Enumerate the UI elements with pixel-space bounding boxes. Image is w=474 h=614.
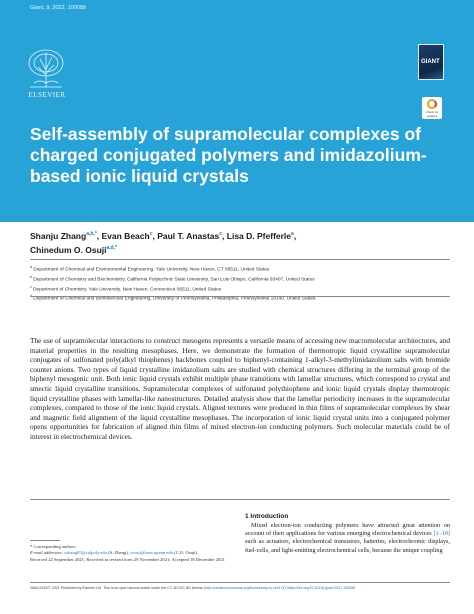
received-dates: Received 22 September 2021; Received in revised form 29 November 2021; Accepted 18 December 2021 (30, 556, 225, 562)
affiliation (30, 284, 450, 294)
doi-link[interactable]: https://doi.org/10.1016/j.giant.2021.100088 (286, 586, 356, 590)
divider (30, 296, 450, 297)
author-affiliation-marker[interactable]: a (291, 231, 294, 237)
author-list: Shanju Zhang$^{a,b,*}$, Evan Beach$^c$, Paul T. Anastas$^c$, Lisa D. Pfefferle$^a$, Chinedum O. Osuji$^{a,d,*}$ (30, 230, 297, 256)
author-name: Lisa D. Pfefferle (226, 230, 292, 241)
introduction-section (245, 513, 450, 555)
divider (30, 582, 450, 583)
affiliation-list (30, 264, 450, 303)
affiliation-text: Department of Chemical and Biomolecular Engineering, University of Pennsylvania, Philadelphia, Pennsylvania 19140, United States (33, 296, 316, 302)
email-link[interactable]: szhang05@calpoly.edu (64, 550, 107, 556)
affiliation (30, 274, 450, 284)
introduction-text (245, 522, 450, 555)
affiliation-marker: b (30, 274, 32, 279)
email-link[interactable]: cosuji@seas.upenn.edu (130, 550, 174, 556)
author-affiliation-marker[interactable]: c (219, 231, 223, 237)
intro-text-part: Mixed electron-ion conducting polymers have attracted great attention on account of their applications for various emerging electrochemical devices (245, 522, 450, 538)
author-affiliation-marker[interactable]: a,d,* (106, 245, 118, 252)
affiliation-marker: c (30, 284, 32, 289)
affiliation-text: Department of Chemical and Environmental Engineering, Yale University, New Haven, CT 06511, United States (33, 267, 270, 273)
affiliation-marker: a (30, 265, 32, 269)
abstract-text: The use of supramolecular interactions to construct mesogens represents a versatile means of accessing new macromolecular architectures, and material properties in the resulting mesophases. Here, we demonstrate the formation of thermotropic liquid crystalline supramolecular conjugates of sulfonated poly(alkyl thiophenes) backbones coupled to biphenyl-containing 1-alkyl-3-methylimidazolium salts with bromide counter anions. Two types of liquid crystalline imidazolium salts are studied with chemical structures differing in the terminal group of the biphenyl mesogenic unit. Both ionic liquid crystals exhibit multiple phase transitions with lamellar structures, which correspond to crystal and smectic liquid crystalline transitions. Supramolecular complexes of sulfonated polythiophene and ionic liquid crystals display thermotropic liquid crystalline phases with lamellar-like nanostructures. Detailed analysis show that the lamellar periodicity increases in the supramolecular complexes, compared to those of the ionic liquid crystals. Aligned textures were produced in thin films of supramolecular complexes by shear and magnetic field alignment of the liquid crystalline mesophases. The incorporation of ionic liquid crystal units into a conjugated polymer opens opportunities for fabrication of aligned thin films of mixed electron-ion conducting polymers. Such molecular materials could be of interest in electrochemical devices. (30, 336, 450, 441)
footnotes (30, 540, 230, 563)
affiliation-text: Department of Chemistry, Yale University, New Haven, Connecticut 06511, United States (33, 287, 222, 293)
journal-cover-label: GIANT (421, 59, 440, 65)
author-affiliation-marker[interactable]: c (149, 231, 153, 237)
check-for-updates-button[interactable] (422, 97, 442, 119)
journal-reference: Giant, 9, 2022, 100088 (30, 5, 86, 11)
license-text: 2666-5425/© 2021 Published by Elsevier Ltd. This is an open access article under the CC BY-NC-ND license (30, 586, 205, 590)
affiliation (30, 264, 450, 274)
author-name: Paul T. Anastas (157, 230, 220, 241)
affiliation-text: Department of Chemistry and Biochemistry, California Polytechnic State University, San Luis Obispo, California 93407, United States (33, 277, 315, 283)
email-label: E-mail addresses: (30, 550, 64, 556)
author-name: Chinedum O. Osuji (30, 245, 107, 256)
divider (30, 259, 450, 260)
affiliation-marker: d (30, 294, 32, 299)
license-link[interactable]: (http://creativecommons.org/licenses/by-nc-nd/4.0/) (204, 586, 286, 590)
footnote-rule (30, 540, 60, 541)
email-owner: (S. Zhang), (108, 550, 129, 556)
affiliation (30, 293, 450, 303)
citation-link[interactable]: [1–10] (433, 530, 450, 538)
author-name: Shanju Zhang (30, 230, 87, 241)
publisher-name: ELSEVIER (28, 91, 66, 99)
article-title: Self-assembly of supramolecular complexes of charged conjugated polymers and imidazolium-based ionic liquid crystals (30, 124, 427, 186)
email-owner: (C.O. Osuji). (174, 550, 199, 556)
journal-cover-thumbnail[interactable] (418, 44, 444, 80)
check-updates-label: Check for updates (425, 110, 439, 118)
section-heading: 1 Introduction (245, 513, 289, 520)
corresponding-note: * Corresponding authors. (30, 544, 77, 549)
update-icon (427, 99, 437, 109)
intro-text-part: such as actuators, electrochemical transistors, batteries, electrochromic displays, fuel-cells, and light-emitting electrochemical cells, because the unique coupling (245, 538, 450, 554)
author-name: Evan Beach (101, 230, 150, 241)
license-footer (30, 586, 450, 591)
journal-header-band (0, 0, 474, 222)
author-affiliation-marker[interactable]: a,b,* (86, 231, 97, 237)
elsevier-tree-icon (24, 45, 68, 89)
divider (30, 499, 450, 500)
